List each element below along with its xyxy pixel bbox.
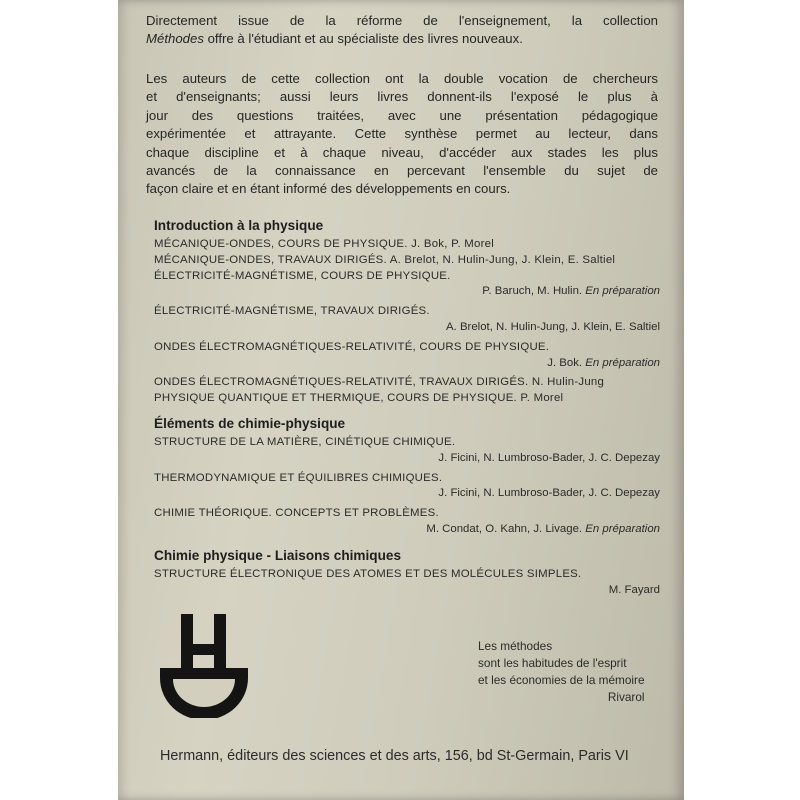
book-authors	[547, 357, 660, 369]
book-entry: ÉLECTRICITÉ-MAGNÉTISME, COURS DE PHYSIQUE.	[154, 269, 451, 282]
book-authors	[446, 321, 660, 333]
authors-text: M. Fayard	[608, 583, 660, 596]
book-entry: ONDES ÉLECTROMAGNÉTIQUES-RELATIVITÉ, COURS DE PHYSIQUE.	[154, 340, 550, 353]
authors-text: P. Baruch, M. Hulin.	[482, 285, 583, 298]
intro-p2-line: expérimentée et attrayante. Cette synthèse permet au lecteur, dans	[146, 126, 658, 142]
epigraph	[478, 638, 645, 706]
book-entry: ÉLECTRICITÉ-MAGNÉTISME, TRAVAUX DIRIGÉS.	[154, 305, 430, 318]
intro-p2-line: façon claire et en étant informé des développements en cours.	[146, 181, 511, 197]
epigraph-author: Rivarol	[607, 690, 645, 704]
book-entry: THERMODYNAMIQUE ET ÉQUILIBRES CHIMIQUES.	[154, 471, 443, 484]
authors-text: J. Ficini, N. Lumbroso-Bader, J. C. Depezay	[438, 487, 660, 500]
intro-p2-line: et d'enseignants; aussi leurs livres donnent-ils l'exposé le plus à	[146, 89, 658, 105]
book-authors	[426, 523, 660, 535]
book-entry: STRUCTURE ÉLECTRONIQUE DES ATOMES ET DES MOLÉCULES SIMPLES.	[154, 568, 582, 580]
publisher-footer: Hermann, éditeurs des sciences et des arts, 156, bd St-Germain, Paris VI	[160, 748, 629, 764]
book-back-cover	[118, 0, 684, 800]
section-title: Introduction à la physique	[154, 218, 324, 233]
book-entry: CHIMIE THÉORIQUE. CONCEPTS ET PROBLÈMES.	[154, 507, 439, 520]
epigraph-line-3: et les économies de la mémoire	[478, 673, 645, 687]
book-authors	[609, 584, 660, 596]
book-entry: MÉCANIQUE-ONDES, COURS DE PHYSIQUE. J. Bok, P. Morel	[154, 238, 495, 250]
intro-p1-line-2	[146, 30, 658, 48]
book-entry: MÉCANIQUE-ONDES, TRAVAUX DIRIGÉS. A. Brelot, N. Hulin-Jung, J. Klein, E. Saltiel	[154, 253, 616, 266]
intro-p1-line-1: Directement issue de la réforme de l'enseignement, la collection	[146, 13, 658, 28]
in-preparation-note: En préparation	[585, 523, 660, 535]
authors-text: A. Brelot, N. Hulin-Jung, J. Klein, E. Saltiel	[446, 321, 660, 333]
intro-p2-line: avancés de la connaissance en percevant l'ensemble du sujet de	[146, 163, 658, 179]
intro-paragraph-2	[146, 70, 658, 199]
authors-text: J. Ficini, N. Lumbroso-Bader, J. C. Depezay	[438, 451, 660, 464]
collection-name: Méthodes	[146, 31, 204, 47]
in-preparation-note: En préparation	[585, 356, 660, 369]
epigraph-line-2: sont les habitudes de l'esprit	[478, 656, 627, 670]
hermann-logo-icon	[154, 606, 254, 718]
authors-text: J. Bok.	[547, 356, 583, 369]
section-title: Éléments de chimie-physique	[154, 416, 346, 431]
intro-p2-line: jour des questions traitées, avec une présentation pédagogique	[146, 107, 658, 123]
book-authors	[438, 487, 660, 499]
book-entry: STRUCTURE DE LA MATIÈRE, CINÉTIQUE CHIMIQUE.	[154, 436, 456, 448]
book-entry: ONDES ÉLECTROMAGNÉTIQUES-RELATIVITÉ, TRAVAUX DIRIGÉS. N. Hulin-Jung	[154, 376, 605, 389]
in-preparation-note: En préparation	[585, 285, 660, 298]
book-entry: PHYSIQUE QUANTIQUE ET THERMIQUE, COURS DE PHYSIQUE. P. Morel	[154, 392, 564, 405]
intro-p1-line-2-rest: offre à l'étudiant et au spécialiste des livres nouveaux.	[203, 31, 523, 47]
section-title: Chimie physique - Liaisons chimiques	[154, 548, 402, 563]
book-authors	[482, 285, 660, 297]
book-authors	[438, 452, 660, 464]
authors-text: M. Condat, O. Kahn, J. Livage.	[426, 523, 583, 535]
intro-p2-line: Les auteurs de cette collection ont la double vocation de chercheurs	[146, 71, 658, 86]
epigraph-line-1: Les méthodes	[478, 639, 553, 653]
intro-p2-line: chaque discipline et à chaque niveau, d'accéder aux stades les plus	[146, 144, 658, 160]
intro-paragraph-1	[146, 12, 658, 49]
